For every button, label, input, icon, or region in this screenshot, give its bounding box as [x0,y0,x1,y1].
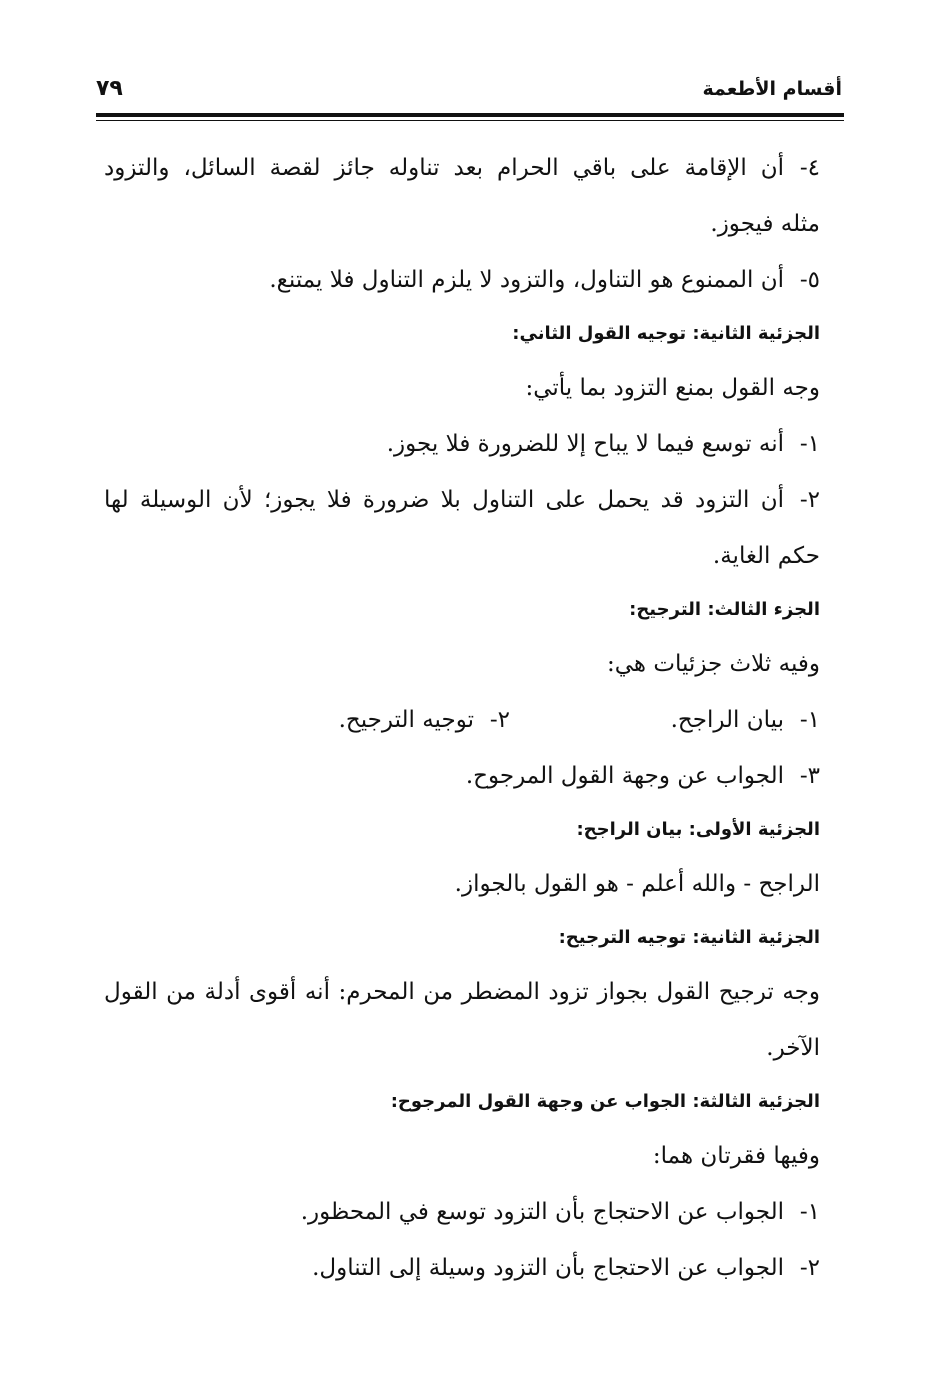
numbered-item [104,416,820,472]
paragraph-line: الراجح - والله أعلم - هو القول بالجواز. [454,871,820,897]
numbered-item [104,472,820,528]
item-number: ١- [799,431,820,457]
item-number: ٤- [799,155,820,181]
numbered-item [104,140,820,196]
numbered-item [200,692,510,748]
item-number: ١- [799,707,820,733]
numbered-item [104,1184,820,1240]
item-number: ٣- [799,763,820,789]
header-rule-thick [96,113,844,117]
page-body [104,140,820,1296]
paragraph-line: وجه القول بمنع التزود بما يأتي: [525,375,820,401]
two-column-items [104,692,820,748]
item-text: توجيه الترجيح. [338,707,474,733]
paragraph-line: الآخر. [766,1035,820,1061]
paragraph-line: حكم الغاية. [712,543,820,569]
section-heading: الجزء الثالث: الترجيح: [629,599,820,620]
numbered-item [510,692,820,748]
numbered-item [104,748,820,804]
section-heading: الجزئية الثالثة: الجواب عن وجهة القول المرجوح: [390,1091,820,1112]
item-number: ٥- [799,267,820,293]
item-number: ١- [799,1199,820,1225]
numbered-item [104,252,820,308]
item-number: ٢- [489,707,510,733]
item-text: أن الممنوع هو التناول، والتزود لا يلزم التناول فلا يمتنع. [269,267,784,293]
item-text: بيان الراجح. [670,707,784,733]
item-text: أنه توسع فيما لا يباح إلا للضرورة فلا يجوز. [386,431,784,457]
numbered-item [104,1240,820,1296]
paragraph-line: وفيه ثلاث جزئيات هي: [606,651,820,677]
header-rule-thin [96,120,844,121]
page-header [96,78,842,108]
paragraph-line: مثله فيجوز. [710,211,820,237]
page-number: ٧٩ [96,76,123,101]
item-text: الجواب عن وجهة القول المرجوح. [465,763,784,789]
section-heading: الجزئية الأولى: بيان الراجح: [576,819,820,840]
item-number: ٢- [799,1255,820,1281]
paragraph-line: وفيها فقرتان هما: [652,1143,820,1169]
paragraph-line: وجه ترجيح القول بجواز تزود المضطر من المحرم: أنه أقوى أدلة من القول [104,979,820,1005]
item-text: أن الإقامة على باقي الحرام بعد تناوله جائز لقصة السائل، والتزود [104,155,784,181]
item-text: الجواب عن الاحتجاج بأن التزود توسع في المحظور. [300,1199,784,1225]
item-number: ٢- [799,487,820,513]
chapter-title: أقسام الأطعمة [702,78,842,100]
item-text: الجواب عن الاحتجاج بأن التزود وسيلة إلى التناول. [312,1255,784,1281]
section-heading: الجزئية الثانية: توجيه القول الثاني: [512,323,820,344]
section-heading: الجزئية الثانية: توجيه الترجيح: [558,927,820,948]
item-text: أن التزود قد يحمل على التناول بلا ضرورة فلا يجوز؛ لأن الوسيلة لها [104,487,784,513]
